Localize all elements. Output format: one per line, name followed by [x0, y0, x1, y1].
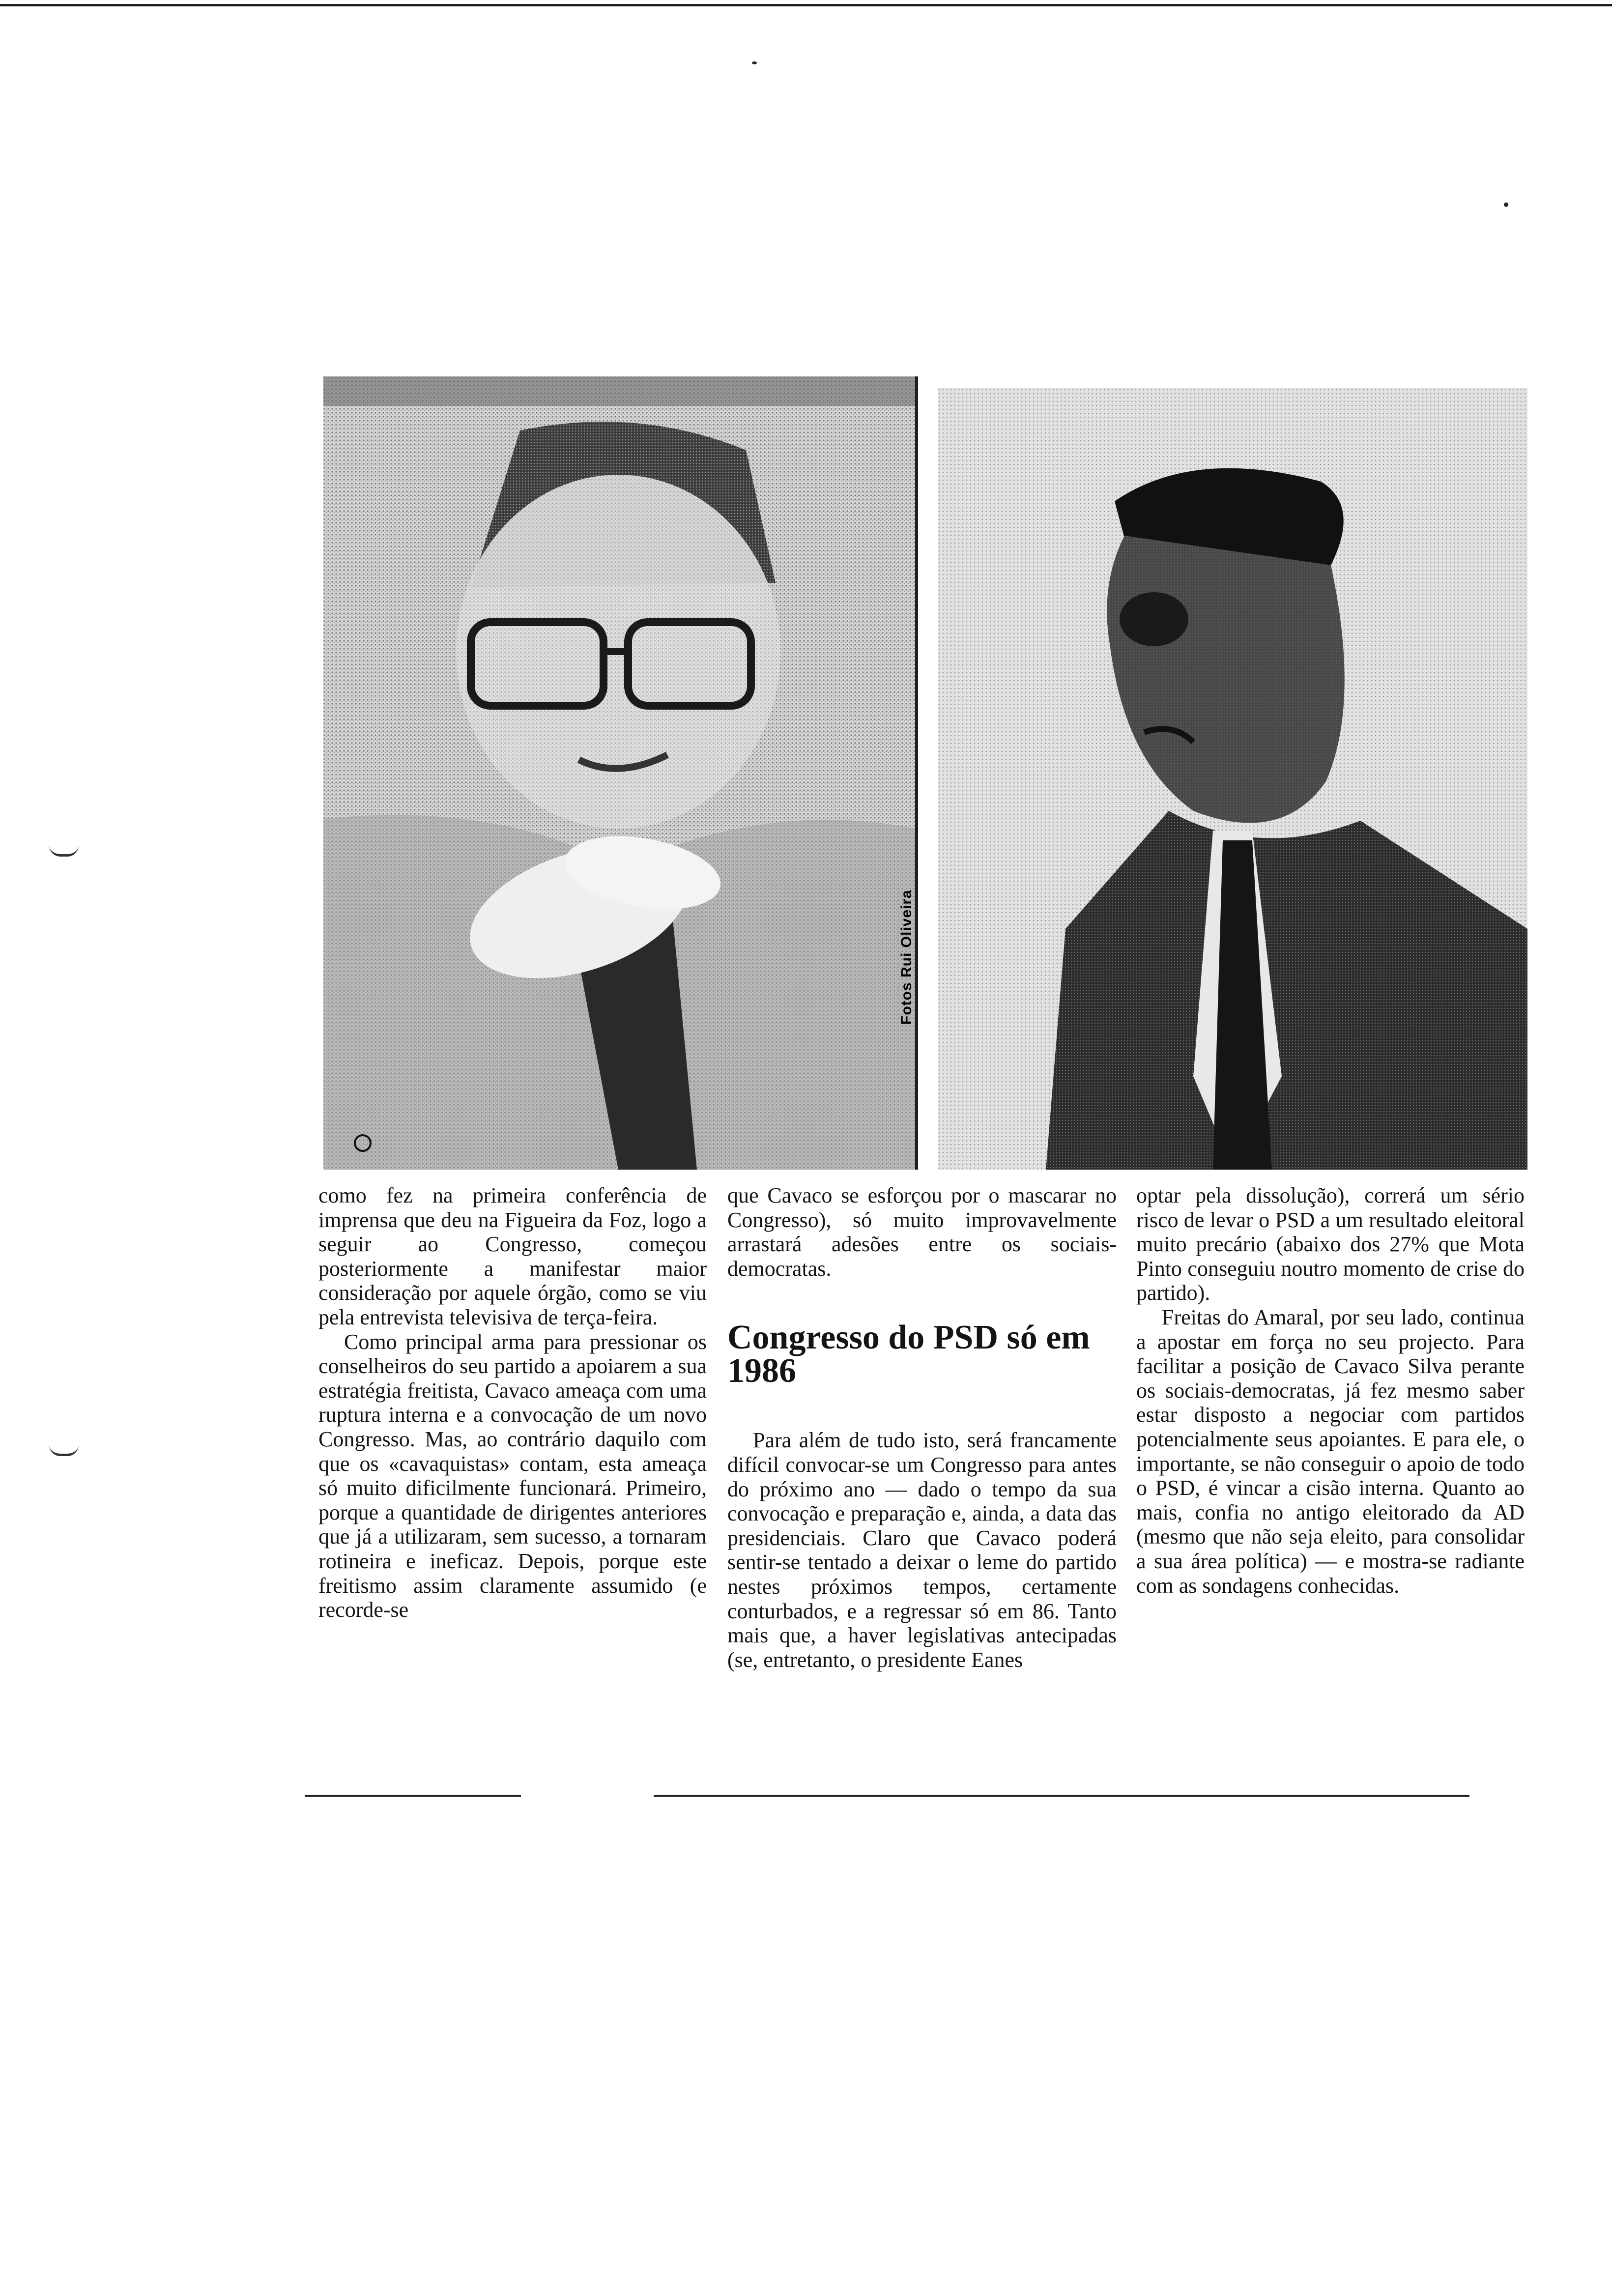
column-3-paragraph-1: optar pela dissolução), correrá um sério risco de levar o PSD a um resultado eleitoral muito precário (abaixo dos 27% que Mota Pinto conseguiu noutro momento de crise do partido). [1136, 1183, 1525, 1305]
column-1-paragraph-1: como fez na primeira conferência de imprensa que deu na Figueira da Foz, logo a seguir ao Congresso, começou posteriormente a manifestar maior consideração por aquele órgão, como se viu pela entrevista televisiva de terça-feira. [318, 1183, 707, 1329]
scan-mark [49, 845, 79, 857]
article-column-1 [318, 1183, 707, 1622]
photo-right-image [938, 388, 1527, 1170]
photo-credit: Fotos Rui Oliveira [898, 890, 915, 1025]
section-heading: Congresso do PSD só em 1986 [727, 1319, 1090, 1390]
scan-speck [1504, 202, 1508, 207]
top-scan-rule [0, 4, 1612, 6]
column-2-paragraph-1: que Cavaco se esforçou por o mascarar no Congresso), só muito improvavelmente arrastará adesões entre os sociais-democratas. [727, 1183, 1117, 1281]
photo-left-border-right [915, 376, 918, 1170]
article-column-2 [727, 1183, 1117, 1672]
article-column-3 [1136, 1183, 1525, 1598]
photo-right [938, 388, 1527, 1170]
photo-left-image [323, 376, 916, 1170]
photo-left [323, 376, 916, 1170]
column-3-paragraph-2: Freitas do Amaral, por seu lado, continua a apostar em força no seu projecto. Para facilitar a posição de Cavaco Silva perante os sociais-democratas, já fez mesmo saber estar disposto a negociar com partidos potencialmente seus apoiantes. E para ele, o importante, se não conseguir o apoio de todo o PSD, é vincar a cisão interna. Quanto ao mais, confia no antigo eleitorado da AD (mesmo que não seja eleito, para consolidar a sua área política) — e mostra-se radiante com as sondagens conhecidas. [1136, 1305, 1525, 1598]
scan-speck [752, 61, 757, 64]
bottom-rule-right [654, 1795, 1469, 1797]
scan-mark [49, 1445, 79, 1456]
column-1-paragraph-2: Como principal arma para pressionar os conselheiros do seu partido a apoiarem a sua estratégia freitista, Cavaco ameaça com uma ruptura interna e a convocação de um novo Congresso. Mas, ao contrário daquilo com que os «cavaquistas» contam, esta ameaça só muito dificilmente funcionará. Primeiro, porque a quantidade de dirigentes anteriores que já a utilizaram, sem sucesso, a tornaram rotineira e ineficaz. Depois, porque este freitismo assim claramente assumido (e recorde-se [318, 1329, 707, 1622]
column-2-paragraph-2: Para além de tudo isto, será francamente difícil convocar-se um Congresso para antes do próximo ano — dado o tempo da sua convocação e preparação e, ainda, a data das presidenciais. Claro que Cavaco poderá sentir-se tentado a deixar o leme do partido nestes próximos tempos, certamente conturbados, e a regressar só em 86. Tanto mais que, a haver legislativas antecipadas (se, entretanto, o presidente Eanes [727, 1428, 1117, 1672]
bottom-rule-left [305, 1795, 521, 1797]
